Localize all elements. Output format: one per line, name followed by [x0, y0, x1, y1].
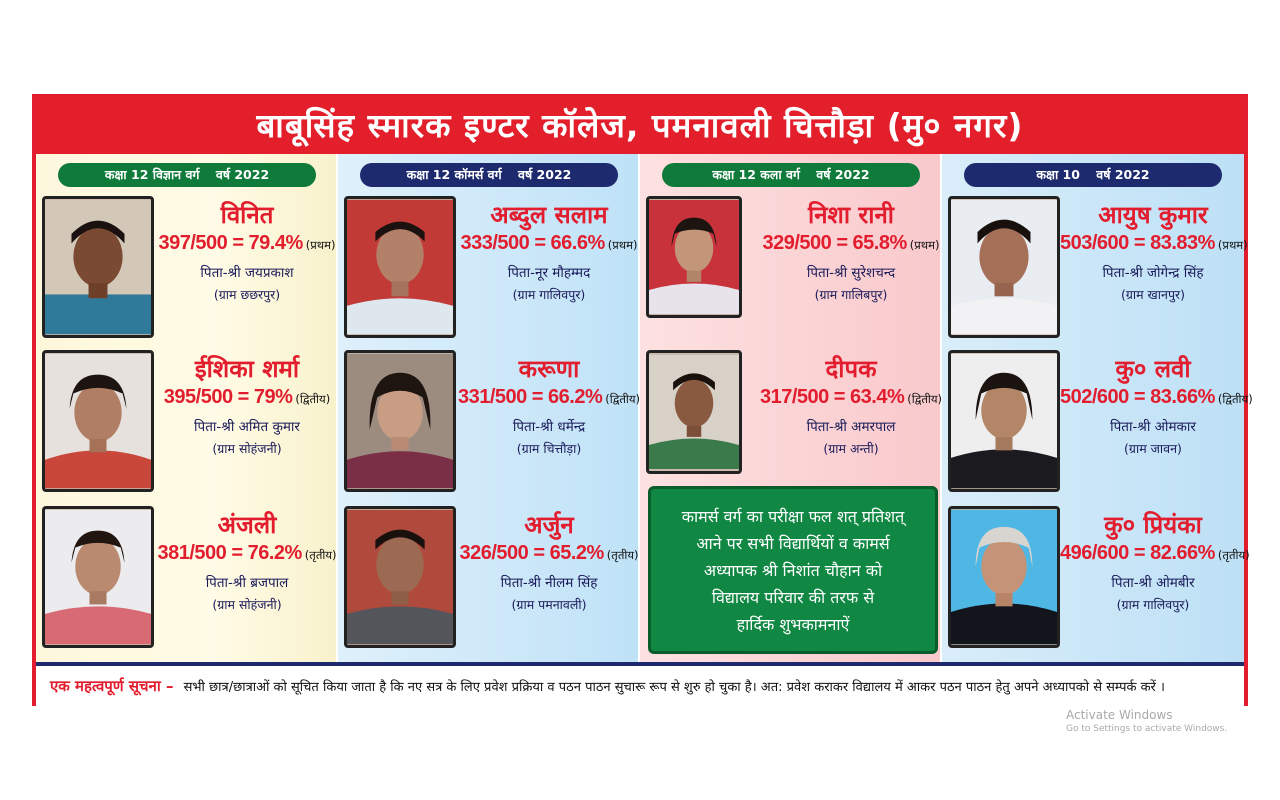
score-line — [456, 542, 642, 565]
student-card — [36, 506, 336, 656]
student-card — [338, 506, 638, 656]
class-pill-science — [58, 163, 316, 187]
class-pill-class-10 — [964, 163, 1222, 187]
column-commerce — [338, 154, 640, 662]
student-village: (ग्राम गालिबपुर) — [814, 287, 888, 302]
student-name: अब्दुल सलाम — [490, 201, 608, 229]
pill-class-label: कक्षा 12 कला वर्ग — [712, 167, 800, 182]
greeting-line: आने पर सभी विद्यार्थियों व कामर्स — [696, 534, 890, 553]
student-rank: (प्रथम) — [607, 238, 638, 252]
pill-year-label: वर्ष 2022 — [518, 167, 572, 182]
student-rank: (तृतीय) — [606, 548, 639, 562]
student-card — [338, 350, 641, 500]
column-arts — [640, 154, 942, 662]
greeting-line: विद्यालय परिवार की तरफ से — [711, 588, 875, 607]
result-banner — [32, 94, 1253, 706]
college-title: बाबूसिंह स्मारक इण्टर कॉलेज, पमनावली चित्तौड़ा (मु० नगर) — [36, 98, 1244, 154]
pill-year-label: वर्ष 2022 — [816, 167, 870, 182]
student-rank: (तृतीय) — [1217, 548, 1250, 562]
student-photo — [42, 506, 154, 648]
student-rank: (प्रथम) — [909, 238, 940, 252]
score-line — [456, 386, 642, 409]
student-card — [942, 196, 1248, 346]
student-photo — [344, 506, 456, 648]
student-score: 333/500 = 66.6% — [460, 232, 605, 254]
student-card — [942, 506, 1250, 656]
score-line — [154, 542, 340, 565]
pill-class-label: कक्षा 12 कॉमर्स वर्ग — [406, 167, 502, 182]
student-score: 395/500 = 79% — [163, 386, 293, 408]
student-photo — [344, 196, 456, 338]
pill-class-label: कक्षा 12 विज्ञान वर्ग — [104, 167, 200, 182]
student-father: पिता-श्री ओमबीर — [1111, 575, 1195, 591]
student-village: (ग्राम अन्ती) — [823, 441, 879, 456]
score-line — [154, 386, 340, 409]
student-photo — [42, 196, 154, 338]
student-info — [154, 510, 340, 613]
score-line — [758, 232, 944, 255]
class-pill-arts — [662, 163, 920, 187]
notice-bar — [36, 662, 1244, 706]
student-score: 331/500 = 66.2% — [457, 386, 603, 408]
student-photo — [344, 350, 456, 492]
score-line — [1060, 386, 1253, 409]
student-score: 381/500 = 76.2% — [157, 542, 302, 564]
column-class-10 — [942, 154, 1253, 662]
watermark-subtitle: Go to Settings to activate Windows. — [1066, 724, 1228, 734]
student-name: दीपक — [825, 355, 877, 383]
student-name: ईशिका शर्मा — [194, 355, 300, 383]
score-line — [456, 232, 642, 255]
greeting-line: कामर्स वर्ग का परीक्षा फल शत् प्रतिशत् — [681, 507, 905, 526]
student-father: पिता-श्री ब्रजपाल — [205, 575, 289, 591]
student-card — [640, 196, 940, 346]
student-father: पिता-श्री अमरपाल — [806, 419, 896, 435]
greeting-line: हार्दिक शुभकामनाऐं — [736, 615, 850, 634]
student-name: अंजली — [217, 511, 277, 539]
student-score: 317/500 = 63.4% — [759, 386, 905, 408]
student-father: पिता-नूर मौहम्मद — [507, 265, 591, 281]
pill-class-label: कक्षा 10 — [1036, 167, 1080, 182]
student-rank: (द्वितीय) — [1217, 392, 1253, 406]
student-rank: (द्वितीय) — [605, 392, 641, 406]
student-rank: (प्रथम) — [305, 238, 336, 252]
student-name: विनित — [220, 201, 274, 229]
student-father: पिता-श्री जोगेन्द्र सिंह — [1102, 265, 1204, 281]
student-info — [1060, 354, 1253, 457]
student-rank: (द्वितीय) — [295, 392, 331, 406]
student-photo — [42, 350, 154, 492]
class-pill-commerce — [360, 163, 618, 187]
student-info — [1060, 510, 1250, 613]
pill-year-label: वर्ष 2022 — [215, 167, 270, 182]
student-father: पिता-श्री सुरेशचन्द — [806, 265, 896, 281]
activate-windows-watermark — [1066, 708, 1227, 734]
student-info — [154, 200, 340, 303]
student-name: करूणा — [518, 355, 580, 383]
student-village: (ग्राम गालिवपुर) — [512, 287, 586, 302]
student-name: निशा रानी — [808, 201, 894, 229]
student-father: पिता-श्री नीलम सिंह — [500, 575, 598, 591]
student-info — [758, 200, 944, 303]
student-name: कु० लवी — [1115, 355, 1191, 383]
student-father: पिता-श्री अमित कुमार — [194, 419, 300, 435]
student-info — [1060, 200, 1246, 303]
student-photo — [948, 350, 1060, 492]
student-village: (ग्राम सोहंजनी) — [212, 597, 282, 612]
score-line — [758, 386, 944, 409]
student-info — [758, 354, 944, 457]
notice-text: सभी छात्र/छात्राओं को सूचित किया जाता है कि नए सत्र के लिए प्रवेश प्रक्रिया व पठन पाठन सुचारू रूप से शुरु हो चुका है। अत: प्रवेश कराकर विद्यालय में आकर पठन पाठन हेतु अपने अध्यापको से सम्पर्क करें । — [183, 680, 1165, 695]
student-village: (ग्राम पमनावली) — [511, 597, 587, 612]
student-rank: (प्रथम) — [1217, 238, 1248, 252]
student-card — [338, 196, 638, 346]
commerce-greeting-box — [648, 486, 938, 654]
student-info — [154, 354, 340, 457]
student-name: अर्जुन — [524, 511, 574, 539]
student-name: आयुष कुमार — [1098, 201, 1208, 229]
student-rank: (तृतीय) — [304, 548, 337, 562]
student-village: (ग्राम छछरपुर) — [213, 287, 281, 302]
student-photo — [948, 506, 1060, 648]
student-village: (ग्राम चित्तौड़ा) — [516, 441, 582, 456]
student-photo — [646, 196, 742, 318]
student-card — [36, 350, 336, 500]
score-line — [1060, 232, 1246, 255]
student-photo — [646, 350, 742, 474]
student-rank: (द्वितीय) — [907, 392, 943, 406]
column-science — [36, 154, 338, 662]
greeting-line: अध्यापक श्री निशांत चौहान को — [703, 561, 883, 580]
student-village: (ग्राम जावन) — [1124, 441, 1182, 456]
student-info — [456, 510, 642, 613]
student-father: पिता-श्री धर्मेन्द्र — [512, 419, 586, 435]
student-name: कु० प्रियंका — [1104, 511, 1202, 539]
student-card — [640, 350, 943, 500]
student-score: 329/500 = 65.8% — [762, 232, 907, 254]
student-score: 502/600 = 83.66% — [1060, 386, 1215, 408]
student-score: 326/500 = 65.2% — [459, 542, 604, 564]
student-father: पिता-श्री जयप्रकाश — [200, 265, 294, 281]
student-score: 503/600 = 83.83% — [1060, 232, 1215, 254]
student-father: पिता-श्री ओमकार — [1110, 419, 1196, 435]
student-village: (ग्राम सोहंजनी) — [212, 441, 282, 456]
student-score: 496/600 = 82.66% — [1060, 542, 1215, 564]
student-score: 397/500 = 79.4% — [158, 232, 303, 254]
watermark-title: Activate Windows — [1066, 708, 1173, 722]
score-line — [154, 232, 340, 255]
student-card — [942, 350, 1253, 500]
results-columns — [36, 154, 1253, 662]
student-info — [456, 354, 642, 457]
score-line — [1060, 542, 1250, 565]
student-card — [36, 196, 336, 346]
student-photo — [948, 196, 1060, 338]
student-village: (ग्राम खानपुर) — [1120, 287, 1186, 302]
student-info — [456, 200, 642, 303]
pill-year-label: वर्ष 2022 — [1096, 167, 1150, 182]
student-village: (ग्राम गालिवपुर) — [1116, 597, 1190, 612]
notice-label: एक महत्वपूर्ण सूचना – — [50, 677, 174, 695]
